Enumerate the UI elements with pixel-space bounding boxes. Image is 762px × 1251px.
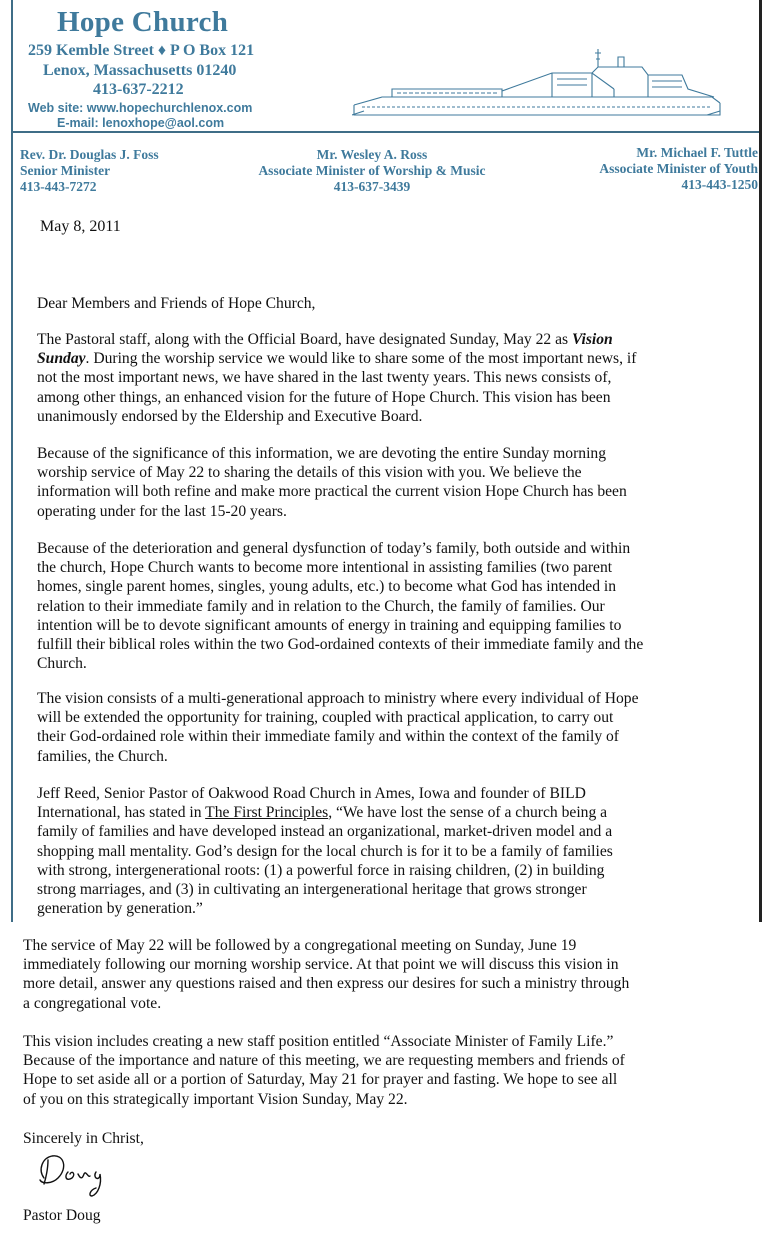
minister-phone: 413-443-1250: [681, 177, 758, 192]
address-line-2: Lenox, Massachusetts 01240: [43, 62, 237, 79]
church-phone: 413-637-2212: [93, 81, 184, 98]
minister-name: Mr. Michael F. Tuttle: [636, 145, 758, 160]
address-line-1: 259 Kemble Street ♦ P O Box 121: [28, 42, 255, 59]
paragraph-significance: Because of the significance of this information, we are devoting the entire Sunday morning worship service of May 22 to sharing the details of this vision with you. We believe the information will both refine and make more practical the current vision Hope Church has been operating under for the last 15-20 years.: [37, 445, 627, 520]
letter-date: May 8, 2011: [40, 218, 121, 235]
minister-worship: [240, 147, 504, 195]
minister-title: Associate Minister of Youth: [599, 161, 758, 176]
church-building-icon: [352, 45, 722, 117]
minister-name: Mr. Wesley A. Ross: [316, 147, 428, 162]
minister-title: Senior Minister: [20, 163, 111, 178]
paragraph-congregational-meeting: The service of May 22 will be followed by a congregational meeting on Sunday, June 19 immediately following our morning worship service. At that point we will discuss this vision in more detail, answer any questions raised and then express our desires for such a ministry through a congregational vote.: [23, 937, 630, 1012]
vision-emphasis: Vision: [571, 331, 613, 348]
sunday-emphasis: Sunday: [37, 350, 86, 368]
email-line: E-mail: lenoxhope@aol.com: [57, 116, 225, 130]
website-line: Web site: www.hopechurchlenox.com: [28, 101, 253, 115]
minister-youth: [599, 145, 758, 193]
minister-phone: 413-637-3439: [333, 179, 411, 194]
salutation: Dear Members and Friends of Hope Church,: [37, 295, 316, 312]
closing: Sincerely in Christ,: [23, 1130, 144, 1147]
handwritten-signature: [34, 1148, 124, 1200]
church-name: Hope Church: [57, 6, 229, 38]
minister-title: Associate Minister of Worship & Music: [258, 163, 486, 178]
signoff-name: Pastor Doug: [23, 1207, 101, 1224]
minister-phone: 413-443-7272: [20, 179, 97, 194]
paragraph-quote: Jeff Reed, Senior Pastor of Oakwood Road Church in Ames, Iowa and founder of BILD International, has stated in The First Principles, “We have lost the sense of a church being a family of families and have developed instead an organizational, market-driven model and a shopping mall mentality. God’s design for the local church is for it to be a family of families with strong, intergenerational roots: (1) a powerful force in raising children, (2) in building strong marriages, and (3) in cultivating an intergenerational heritage that grows stronger generation by generation.”: [37, 785, 613, 918]
letterhead-vertical-rule: [11, 0, 13, 922]
paragraph-staff-position: This vision includes creating a new staff position entitled “Associate Minister of Family Life.” Because of the importance and nature of this meeting, we are requesting members and friends of Hope to set aside all or a portion of Saturday, May 21 for prayer and fasting. We hope to see all of you on this strategically important Vision Sunday, May 22.: [23, 1033, 625, 1108]
minister-name: Rev. Dr. Douglas J. Foss: [20, 147, 159, 162]
paragraph-vision-sunday: The Pastoral staff, along with the Official Board, have designated Sunday, May 22 as Vision Sunday. During the worship service we would like to share some of the most important news, if not the most important news, we have shared in the last twenty years. This news consists of, among other things, an enhanced vision for the future of Hope Church. This vision has been unanimously endorsed by the Eldership and Executive Board.: [37, 331, 637, 425]
letterhead-horizontal-rule: [11, 131, 762, 133]
paragraph-family: Because of the deterioration and general dysfunction of today’s family, both outside and within the church, Hope Church wants to become more intentional in assisting families (two parent homes, single parent homes, singles, young adults, etc.) to become what God has intended in relation to their immediate family and in relation to the Church, the family of families. Our intention will be to devote significant amounts of energy in training and equipping families to fulfill their biblical roles within the two God-ordained contexts of their immediate family and the Church.: [37, 540, 644, 673]
paragraph-multigenerational: The vision consists of a multi-generational approach to ministry where every individual of Hope will be extended the opportunity for training, coupled with practical application, to carry out their God-ordained role within their immediate family and within the context of the family of families, the Church.: [37, 690, 639, 765]
minister-senior: [20, 147, 159, 195]
book-title: The First Principles: [205, 804, 329, 822]
